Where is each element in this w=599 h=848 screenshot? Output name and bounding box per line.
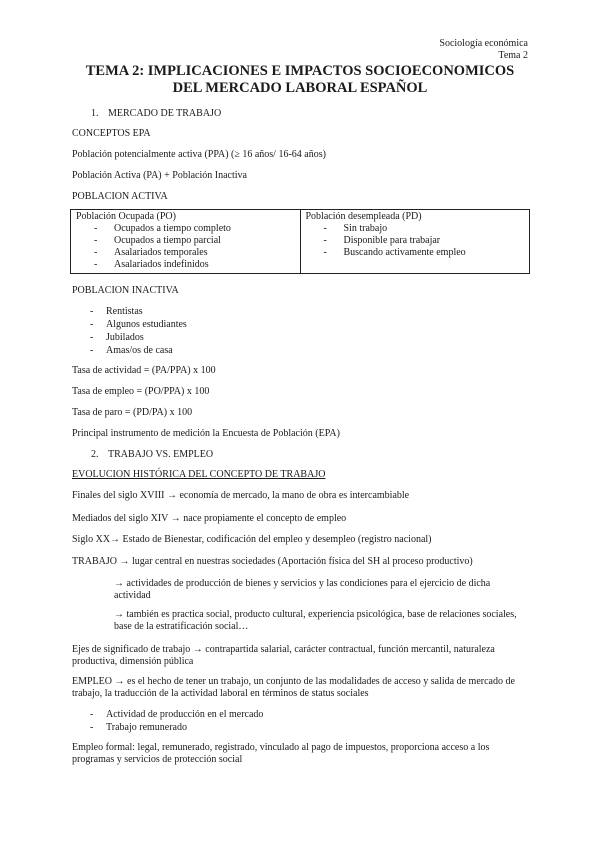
evolucion-heading: EVOLUCION HISTÓRICA DEL CONCEPTO DE TRABAJO <box>72 469 326 480</box>
list-item: - Sin trabajo <box>323 223 388 234</box>
section-number: 2. <box>91 449 99 460</box>
conceptos-epa-heading: CONCEPTOS EPA <box>72 128 151 139</box>
list-item: - Asalariados indefinidos <box>94 259 209 270</box>
trabajo-definition: TRABAJO → lugar central en nuestras sociedades (Aportación física del SH al proceso productivo) <box>72 556 473 567</box>
section-label: MERCADO DE TRABAJO <box>108 108 222 119</box>
empleo-definition: EMPLEO → es el hecho de tener un trabajo, un conjunto de las modalidades de acceso y salida de mercado de trabajo, la traducción de la actividad laboral en términos de status sociales <box>72 676 515 699</box>
header-course: Sociología económica <box>439 38 528 49</box>
document-page: Sociología económica Tema 2 TEMA 2: IMPLICACIONES E IMPACTOS SOCIOECONOMICOS DEL MERCADO LABORAL ESPAÑOL 1. MERCADO DE TRABAJO CONCEPTOS EPA Población potencialmente activa (PPA) (≥ 16 años/ 16-64 años) Población Activa (PA) + Población Inactiva POBLACION ACTIVA Población Ocupada (PO) - Ocupados a tiempo completo - Ocupados a tiempo parcial - Asalariados temporales - Asalariados indefinidos Población desempleada (PD) - Sin trabajo - Disponible para trabajar - Buscando activamente empleo POBLACION INACTIVA - Rentistas - Algunos estudiantes - Jubilados - Amas/os de casa Tasa de actividad = (PA/PPA) x 100 Tasa de empleo = (PO/PPA) x 100 Tasa de paro = (PD/PA) x 100 Principal instrumento de medición la Encuesta de Población (EPA) 2. TRABAJO VS. EMPLEO EVOLUCION HISTÓRICA DEL CONCEPTO DE TRABAJO Finales del siglo XVIII → economía de mercado, la mano de obra es intercambiable Mediados del siglo XIV → nace propiamente el concepto de empleo Siglo XX→ Estado de Bienestar, codificación del empleo y desempleo (registro nacional) TRABAJO → lugar central en nuestras sociedades (Aportación física del SH al proceso productivo) → actividades de producción de bienes y servicios y las condiciones para el ejercicio de dicha actividad → también es practica social, producto cultural, experiencia psicológica, base de relaciones sociales, base de la estratificación social… Ejes de significado de trabajo → contrapartida salarial, carácter contractual, función mercantil, naturaleza productiva, dimensión pública EMPLEO → es el hecho de tener un trabajo, un conjunto de las modalidades de acceso y salida de mercado de trabajo, la traducción de la actividad laboral en términos de status sociales - Actividad de producción en el mercado - Trabajo remunerado Empleo formal: legal, remunerado, registrado, vinculado al pago de impuestos, proporciona acceso a los programas y servicios de protección social <box>72 38 528 765</box>
list-item: - Asalariados temporales <box>94 247 208 258</box>
tasa-paro: Tasa de paro = (PD/PA) x 100 <box>72 407 193 418</box>
list-item: - Ocupados a tiempo completo <box>94 223 231 234</box>
document-title: TEMA 2: IMPLICACIONES E IMPACTOS SOCIOECONOMICOS DEL MERCADO LABORAL ESPAÑOL <box>85 63 515 96</box>
section-label: TRABAJO VS. EMPLEO <box>108 449 214 460</box>
trabajo-point-practica-social: → también es practica social, producto cultural, experiencia psicológica, base de relaciones sociales, base de la estratificación social… <box>114 609 517 632</box>
poblacion-desempleada-cell <box>300 210 530 274</box>
empleo-formal: Empleo formal: legal, remunerado, registrado, vinculado al pago de impuestos, proporciona acceso a los programas y servicios de protección social <box>72 742 490 765</box>
ejes-significado: Ejes de significado de trabajo → contrapartida salarial, carácter contractual, función mercantil, naturaleza productiva, dimensión pública <box>72 644 495 667</box>
siglo-xx: Siglo XX→ Estado de Bienestar, codificación del empleo y desempleo (registro nacional) <box>72 534 432 545</box>
list-item: - Buscando activamente empleo <box>323 247 466 258</box>
header-tema: Tema 2 <box>498 50 528 61</box>
tasa-empleo: Tasa de empleo = (PO/PPA) x 100 <box>72 386 210 397</box>
list-item: - Disponible para trabajar <box>323 235 441 246</box>
pa-pi-line: Población Activa (PA) + Población Inactiva <box>72 170 247 181</box>
instrumento-epa: Principal instrumento de medición la Encuesta de Población (EPA) <box>72 428 340 439</box>
list-item: - Ocupados a tiempo parcial <box>94 235 221 246</box>
ppa-line: Población potencialmente activa (PPA) (≥ 16 años/ 16-64 años) <box>72 149 326 160</box>
tasa-actividad: Tasa de actividad = (PA/PPA) x 100 <box>72 365 216 376</box>
mediados-siglo-xiv: Mediados del siglo XIV → nace propiamente el concepto de empleo <box>72 513 347 524</box>
section-number: 1. <box>91 108 99 119</box>
poblacion-activa-table <box>70 209 530 274</box>
poblacion-inactiva-heading: POBLACION INACTIVA <box>72 285 179 296</box>
poblacion-desempleada-heading: Población desempleada (PD) <box>305 211 422 222</box>
poblacion-activa-heading: POBLACION ACTIVA <box>72 191 168 202</box>
section-heading-mercado <box>91 108 221 120</box>
finales-siglo-xviii: Finales del siglo XVIII → economía de mercado, la mano de obra es intercambiable <box>72 490 410 501</box>
trabajo-point-actividades: → actividades de producción de bienes y servicios y las condiciones para el ejercicio de dicha actividad <box>114 578 491 601</box>
poblacion-ocupada-heading: Población Ocupada (PO) <box>76 211 176 222</box>
poblacion-ocupada-cell <box>71 210 301 274</box>
section-heading-trabajo <box>91 449 213 461</box>
